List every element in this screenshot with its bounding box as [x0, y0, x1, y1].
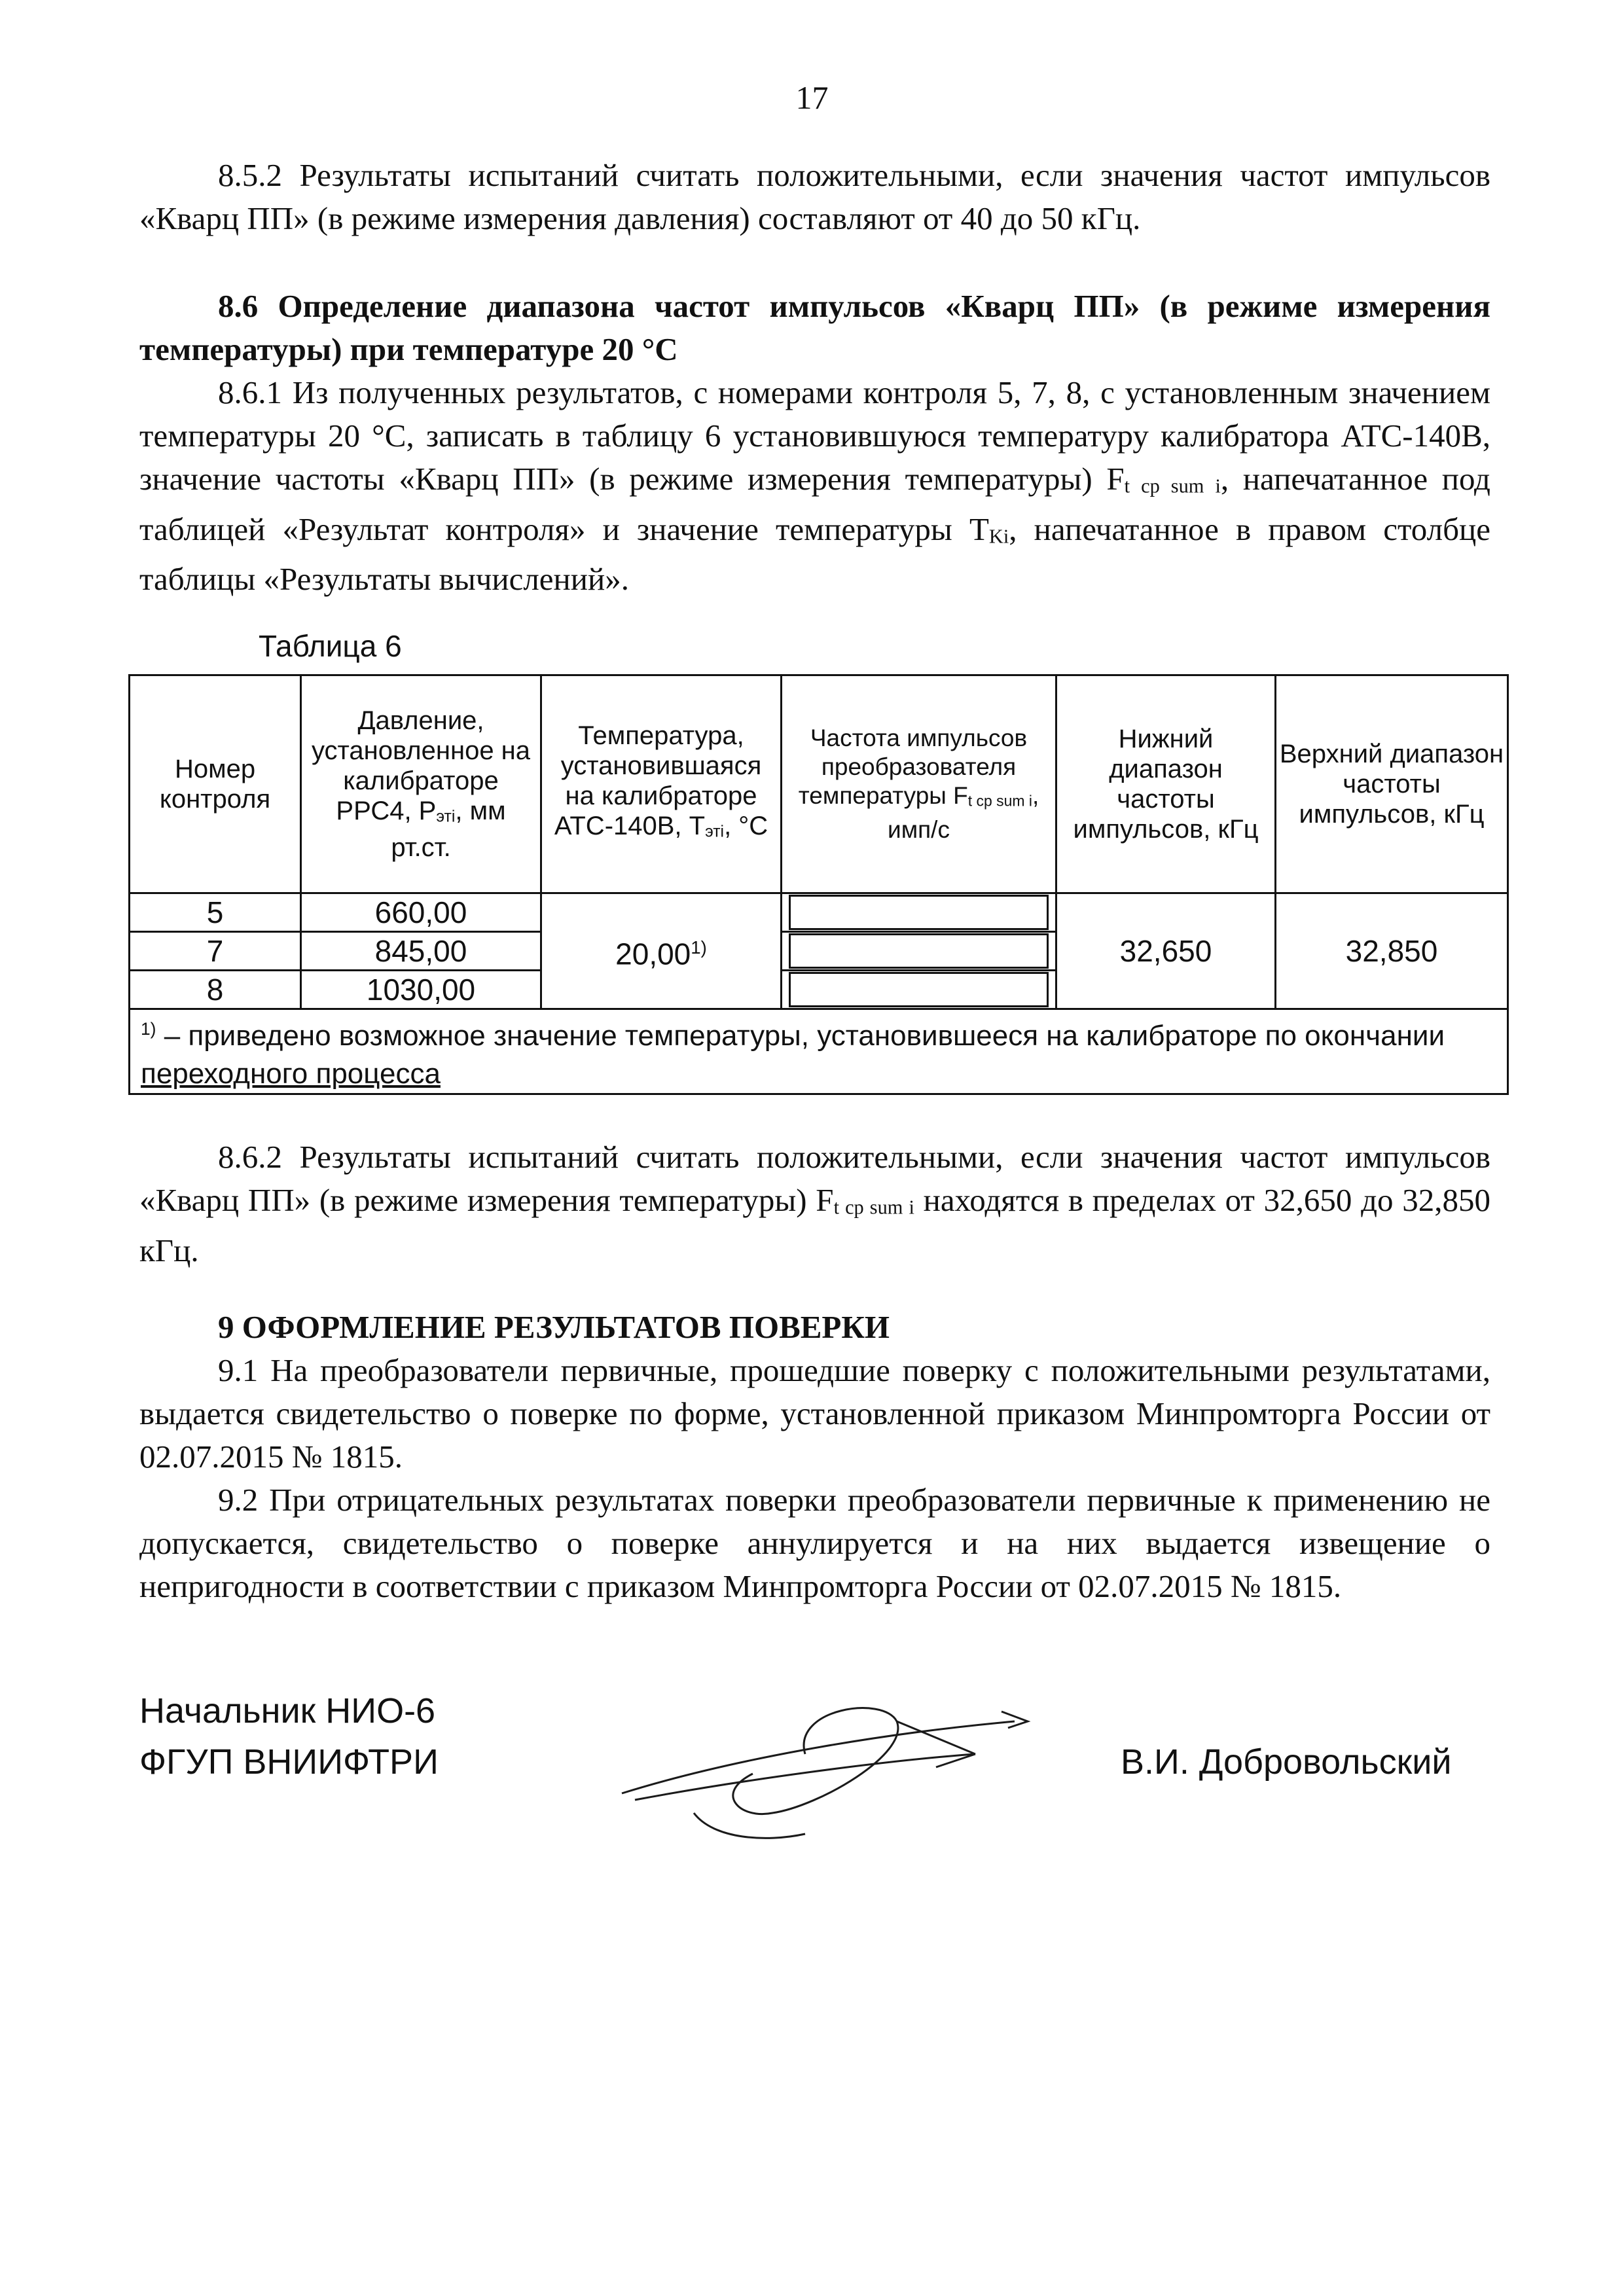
heading-8-6: 8.6 Определение диапазона частот импульсов «Кварц ПП» (в режиме измерения температуры) при температуре 20 °С — [139, 288, 1490, 367]
frequency-input-box — [789, 895, 1049, 930]
cell-pressure: 845,00 — [301, 932, 541, 971]
header-pressure: Давление, установленное на калибраторе РРС4, Рэті, мм рт.ст. — [301, 675, 541, 893]
signer-position-line1: Начальник НИО-6 — [139, 1691, 436, 1731]
signer-name: В.И. Добровольский — [1121, 1742, 1452, 1782]
cell-control-number: 8 — [130, 971, 301, 1009]
table-caption: Таблица 6 — [259, 629, 402, 663]
cell-upper-range: 32,850 — [1276, 893, 1508, 1009]
header-frequency: Частота импульсов преобразователя температуры Ft cp sum i, имп/с — [782, 675, 1056, 893]
paragraph-8-5-2: 8.5.2 Результаты испытаний считать положительными, если значения частот импульсов «Кварц ПП» (в режиме измерения давления) составляют от 40 до 50 кГц. — [139, 157, 1490, 236]
cell-frequency-empty — [782, 971, 1056, 1009]
page-number: 17 — [795, 79, 829, 116]
results-table — [128, 674, 1509, 1095]
header-upper-range: Верхний диапазон частоты импульсов, кГц — [1276, 675, 1508, 893]
section-8-5-2 — [139, 154, 1490, 240]
cell-frequency-empty — [782, 893, 1056, 932]
paragraph-9-1: 9.1 На преобразователи первичные, прошедшие поверку с положительными результатами, выдается свидетельство о поверке по форме, установленной приказом Минпромторга России от 02.07.2015 № 1815. — [139, 1352, 1490, 1475]
cell-temperature: 20,00$^{1)}$ — [541, 893, 782, 1009]
cell-pressure: 660,00 — [301, 893, 541, 932]
heading-9: 9 ОФОРМЛЕНИЕ РЕЗУЛЬТАТОВ ПОВЕРКИ — [218, 1309, 890, 1345]
cell-pressure: 1030,00 — [301, 971, 541, 1009]
signer-position-line2: ФГУП ВНИИФТРИ — [139, 1742, 439, 1782]
table-footnote: $^{1)}$ – приведено возможное значение температуры, установившееся на калибраторе по окончании переходного процесса — [130, 1009, 1508, 1094]
cell-control-number: 5 — [130, 893, 301, 932]
paragraph-9-2: 9.2 При отрицательных результатах поверки преобразователи первичные к применению не допускается, свидетельство о поверке аннулируется и на них выдается извещение о непригодности в соответствии с приказом Минпромторга России от 02.07.2015 № 1815. — [139, 1482, 1490, 1604]
handwritten-signature — [609, 1682, 1041, 1846]
cell-lower-range: 32,650 — [1056, 893, 1276, 1009]
cell-frequency-empty — [782, 932, 1056, 971]
paragraph-8-6-2: 8.6.2 Результаты испытаний считать положительными, если значения частот импульсов «Кварц ПП» (в режиме измерения температуры) Ft cp sum i находятся в пределах от 32,650 до 32,850 кГц. — [139, 1139, 1491, 1268]
header-temperature: Температура, установившаяся на калибраторе АТС-140В, Тэті, °С — [541, 675, 782, 893]
header-lower-range: Нижний диапазон частоты импульсов, кГц — [1056, 675, 1276, 893]
signer-position — [139, 1685, 439, 1787]
table-footnote-row — [130, 1009, 1508, 1094]
table-header-row — [130, 675, 1508, 893]
paragraph-8-6-1: 8.6.1 Из полученных результатов, с номерами контроля 5, 7, 8, с установленным значением температуры 20 °С, записать в таблицу 6 установившуюся температуру калибратора АТС-140В, значение частоты «Кварц ПП» (в режиме измерения температуры) Ft cp sum i, напечатанное под таблицей «Результат контроля» и значение температуры ТKi, напечатанное в правом столбце таблицы «Результаты вычислений». — [139, 374, 1490, 598]
frequency-input-box — [789, 933, 1049, 969]
table-row — [130, 893, 1508, 932]
section-8-6 — [139, 285, 1490, 601]
section-9 — [139, 1306, 1490, 1608]
frequency-input-box — [789, 972, 1049, 1007]
section-8-6-2 — [139, 1136, 1490, 1272]
cell-control-number: 7 — [130, 932, 301, 971]
header-control-number: Номер контроля — [130, 675, 301, 893]
